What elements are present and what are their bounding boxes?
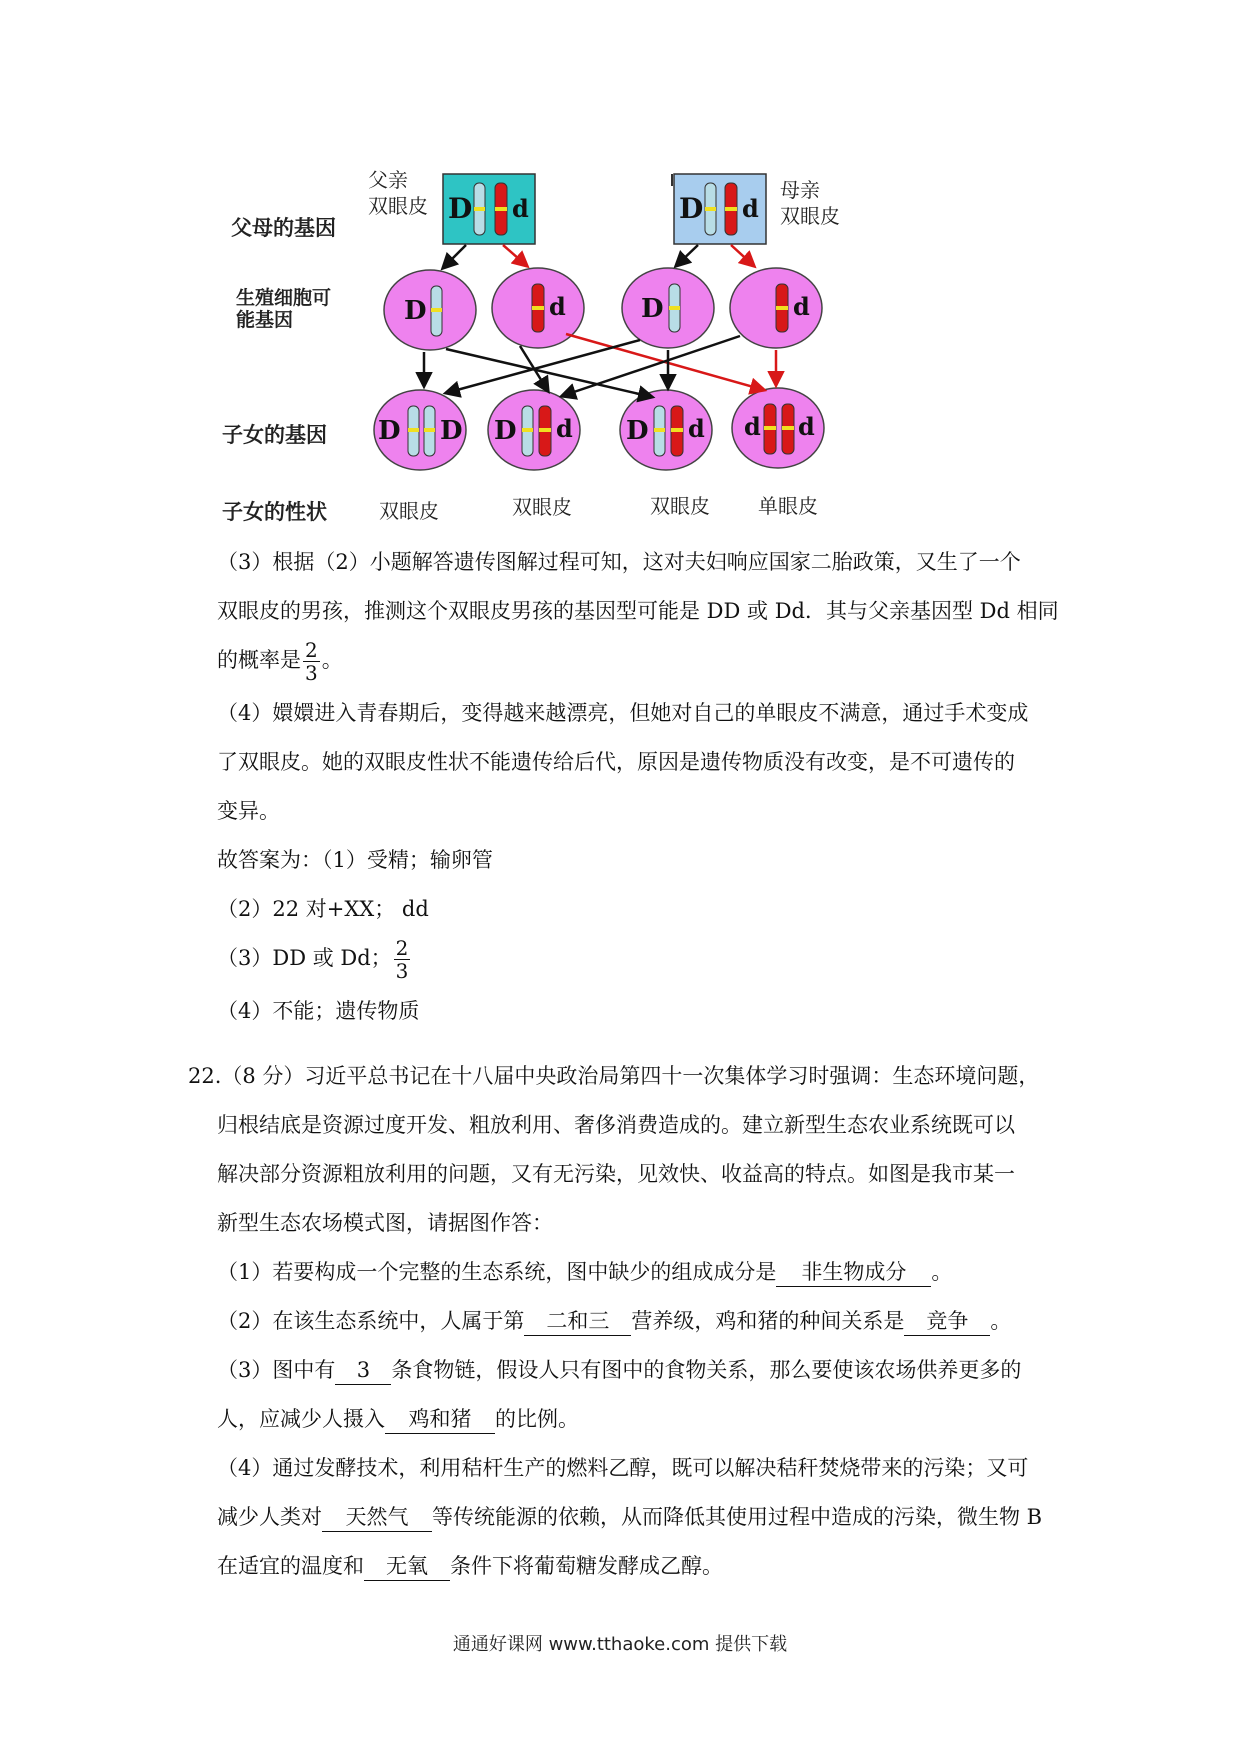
father-allele-dominant: D bbox=[448, 192, 473, 225]
mother-trait: 双眼皮 bbox=[780, 204, 840, 228]
row-label-gametes: 生殖细胞可能基因 bbox=[236, 287, 332, 331]
arrow-father-to-d bbox=[503, 245, 527, 266]
answer-header: 故答案为：（1）受精；输卵管 bbox=[217, 848, 493, 872]
gamete-allele-4: d bbox=[793, 292, 810, 321]
probability-fraction bbox=[303, 639, 320, 684]
q22-s1-suffix: 。 bbox=[931, 1260, 953, 1284]
answer-3-prefix: （3）DD 或 Dd； bbox=[217, 946, 392, 970]
answer-2: （2）22 对+XX； dd bbox=[217, 897, 429, 921]
answer-blank-s3-count: 3 bbox=[335, 1356, 391, 1385]
row-label-traits: 子女的性状 bbox=[222, 500, 327, 524]
q21-p4-line2: 了双眼皮。她的双眼皮性状不能遗传给后代，原因是遗传物质没有改变，是不可遗传的 bbox=[217, 750, 1015, 774]
q22-line1: 22.（8 分）习近平总书记在十八届中央政治局第四十一次集体学习时强调：生态环境问题， bbox=[188, 1064, 1040, 1088]
q22-s4-line3-suffix: 条件下将葡萄糖发酵成乙醇。 bbox=[450, 1554, 723, 1578]
child1-allele-left: D bbox=[378, 416, 401, 446]
q21-p3-line1: （3）根据（2）小题解答遗传图解过程可知，这对夫妇响应国家二胎政策，又生了一个 bbox=[217, 550, 1021, 574]
q22-s3-line2 bbox=[217, 1395, 1057, 1444]
answer-3-denominator: 3 bbox=[395, 959, 409, 983]
answer-4: （4）不能；遗传物质 bbox=[217, 999, 420, 1023]
father-allele-recessive: d bbox=[512, 194, 529, 223]
child3-allele-left: D bbox=[626, 416, 649, 446]
q22-s3 bbox=[217, 1346, 1057, 1395]
row-label-children: 子女的基因 bbox=[222, 423, 327, 447]
answer-blank-s1: 非生物成分 bbox=[776, 1258, 931, 1287]
child1-allele-right: D bbox=[440, 416, 463, 446]
child2-trait: 双眼皮 bbox=[512, 495, 572, 519]
diagram-svg bbox=[0, 0, 1240, 530]
q22-s4-line3-prefix: 在适宜的温度和 bbox=[217, 1554, 364, 1578]
gamete-cell-3 bbox=[622, 268, 714, 348]
q22-s2-suffix: 。 bbox=[990, 1309, 1012, 1333]
q22-stem bbox=[188, 1052, 1068, 1248]
q22-s4-line2-prefix: 减少人类对 bbox=[217, 1505, 322, 1529]
q22-line4: 新型生态农场模式图，请据图作答： bbox=[217, 1211, 553, 1235]
page-footer: 通通好课网 www.tthaoke.com 提供下载 bbox=[452, 1634, 788, 1655]
fraction-numerator: 2 bbox=[305, 638, 318, 662]
mother-allele-recessive: d bbox=[742, 194, 759, 223]
answer-3-fraction bbox=[394, 937, 411, 982]
answer-3 bbox=[217, 934, 1057, 987]
child3-allele-right: d bbox=[688, 414, 705, 443]
q22-s1 bbox=[217, 1248, 1057, 1297]
child4-allele-right: d bbox=[798, 412, 815, 441]
q22-s2-mid: 营养级，鸡和猪的种间关系是 bbox=[631, 1309, 905, 1333]
gamete-cell-1 bbox=[384, 270, 476, 350]
q22-s4-line2-suffix: 等传统能源的依赖，从而降低其使用过程中造成的污染，微生物 B bbox=[432, 1505, 1043, 1529]
child1-trait: 双眼皮 bbox=[379, 499, 439, 523]
gamete-allele-3: D bbox=[641, 294, 664, 324]
q21-p4-line3: 变异。 bbox=[217, 799, 280, 823]
q22-line3: 解决部分资源粗放利用的问题，又有无污染，见效快、收益高的特点。如图是我市某一 bbox=[217, 1162, 1015, 1186]
child4-allele-left: d bbox=[744, 412, 761, 441]
q22-s3-mid: 条食物链，假设人只有图中的食物关系，那么要使该农场供养更多的 bbox=[391, 1358, 1022, 1382]
arrow-mother-to-D bbox=[676, 245, 698, 266]
q22-s2-prefix: （2）在该生态系统中，人属于第 bbox=[217, 1309, 525, 1333]
q21-p3-line3-prefix: 的概率是 bbox=[217, 648, 301, 672]
child3-trait: 双眼皮 bbox=[650, 494, 710, 518]
row-label-parents: 父母的基因 bbox=[231, 216, 336, 240]
q22-subquestions bbox=[217, 1248, 1057, 1591]
q22-line2: 归根结底是资源过度开发、粗放利用、奢侈消费造成的。建立新型生态农业系统既可以 bbox=[217, 1113, 1015, 1137]
q21-p3-line3-suffix: 。 bbox=[321, 648, 343, 672]
answer-blank-s3-reduce: 鸡和猪 bbox=[385, 1405, 495, 1434]
q22-s4-line3 bbox=[217, 1542, 1057, 1591]
q22-s3-line2-suffix: 的比例。 bbox=[495, 1407, 579, 1431]
mother-label: 母亲 bbox=[780, 178, 820, 202]
arrow-mother-to-d bbox=[731, 245, 754, 266]
q22-s2 bbox=[217, 1297, 1057, 1346]
q22-s3-prefix: （3）图中有 bbox=[217, 1358, 336, 1382]
gamete-allele-1: D bbox=[404, 296, 427, 326]
q21-p3-line2: 双眼皮的男孩，推测这个双眼皮男孩的基因型可能是 DD 或 Dd．其与父亲基因型 Dd 相同 bbox=[217, 599, 1059, 623]
answer-blank-s4-condition: 无氧 bbox=[364, 1552, 450, 1581]
gamete-allele-2: d bbox=[549, 292, 566, 321]
child4-trait: 单眼皮 bbox=[758, 494, 818, 518]
q21-solution bbox=[217, 538, 1057, 1036]
fraction-denominator: 3 bbox=[305, 661, 318, 685]
mother-allele-dominant: D bbox=[679, 192, 704, 225]
arrow-D1-to-child3 bbox=[446, 349, 652, 397]
q22-s3-line2-prefix: 人，应减少人摄入 bbox=[217, 1407, 385, 1431]
answer-3-numerator: 2 bbox=[395, 936, 409, 960]
answer-blank-s2-level: 二和三 bbox=[524, 1307, 631, 1336]
answer-blank-s4-energy: 天然气 bbox=[322, 1503, 432, 1532]
father-trait: 双眼皮 bbox=[368, 194, 428, 218]
q21-p3-line3 bbox=[217, 636, 1057, 689]
child2-allele-left: D bbox=[494, 416, 517, 446]
arrow-father-to-D bbox=[443, 245, 466, 268]
child2-allele-right: d bbox=[556, 414, 573, 443]
father-label: 父亲 bbox=[368, 168, 408, 192]
answer-blank-s2-relation: 竞争 bbox=[904, 1307, 990, 1336]
q21-p4-line1: （4）嬛嬛进入青春期后，变得越来越漂亮，但她对自己的单眼皮不满意，通过手术变成 bbox=[217, 701, 1029, 725]
q22-s1-prefix: （1）若要构成一个完整的生态系统，图中缺少的组成成分是 bbox=[217, 1260, 777, 1284]
q22-s4-line1: （4）通过发酵技术，利用秸杆生产的燃料乙醇，既可以解决秸秆焚烧带来的污染；又可 bbox=[217, 1456, 1029, 1480]
q22-s4-line2 bbox=[217, 1493, 1057, 1542]
